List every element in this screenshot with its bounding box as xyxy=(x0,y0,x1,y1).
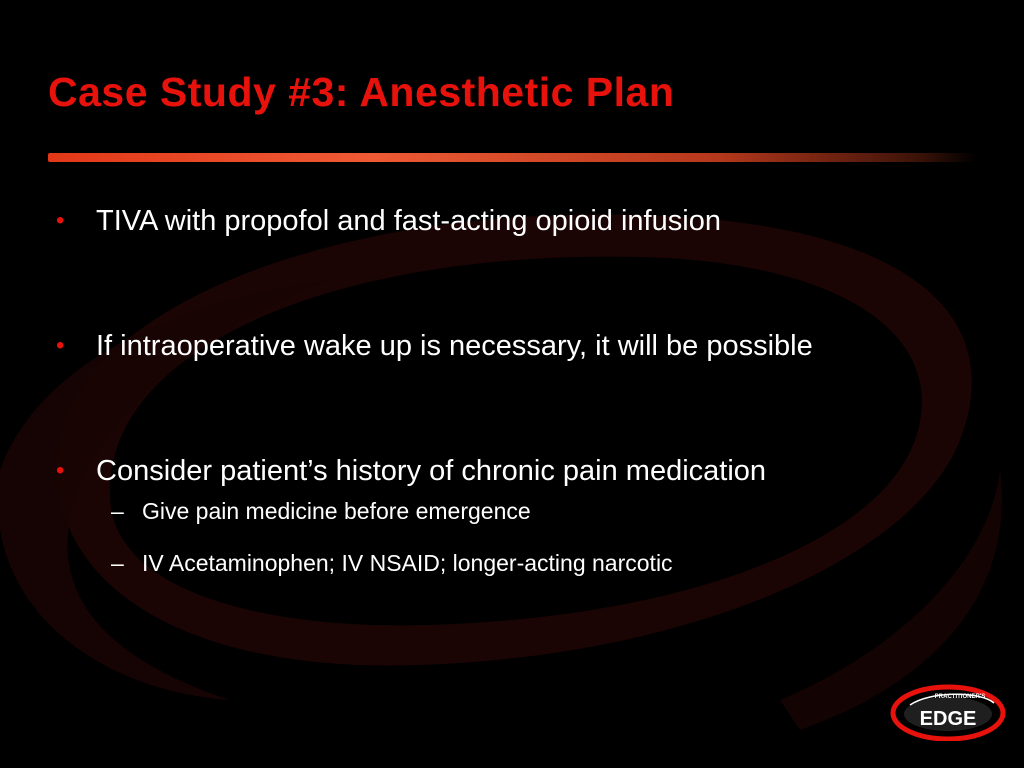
bullet-icon: • xyxy=(56,332,65,359)
bullet-text: If intraoperative wake up is necessary, it will be possible xyxy=(96,330,813,362)
dash-icon: – xyxy=(111,498,124,524)
sub-bullet-item xyxy=(56,496,996,526)
bullet-icon: • xyxy=(56,207,65,234)
bullet-item xyxy=(56,450,996,492)
title-underline xyxy=(48,153,976,162)
slide-title: Case Study #3: Anesthetic Plan xyxy=(48,69,675,115)
bullet-text: Consider patient’s history of chronic pain medication xyxy=(96,455,767,487)
bullet-item xyxy=(56,325,996,367)
logo-icon xyxy=(890,683,1006,741)
practitioners-edge-logo xyxy=(890,683,1006,741)
bullet-list xyxy=(56,200,996,600)
bullet-item xyxy=(56,200,996,242)
logo-main-text: EDGE xyxy=(919,708,977,730)
sub-bullet-text: IV Acetaminophen; IV NSAID; longer-acting narcotic xyxy=(142,550,673,576)
logo-top-text: PRACTITIONER'S xyxy=(934,694,986,700)
sub-bullet-item xyxy=(56,548,996,578)
dash-icon: – xyxy=(111,550,124,576)
sub-bullet-text: Give pain medicine before emergence xyxy=(142,498,531,524)
bullet-icon: • xyxy=(56,457,65,484)
bullet-text: TIVA with propofol and fast-acting opioid infusion xyxy=(96,205,721,237)
